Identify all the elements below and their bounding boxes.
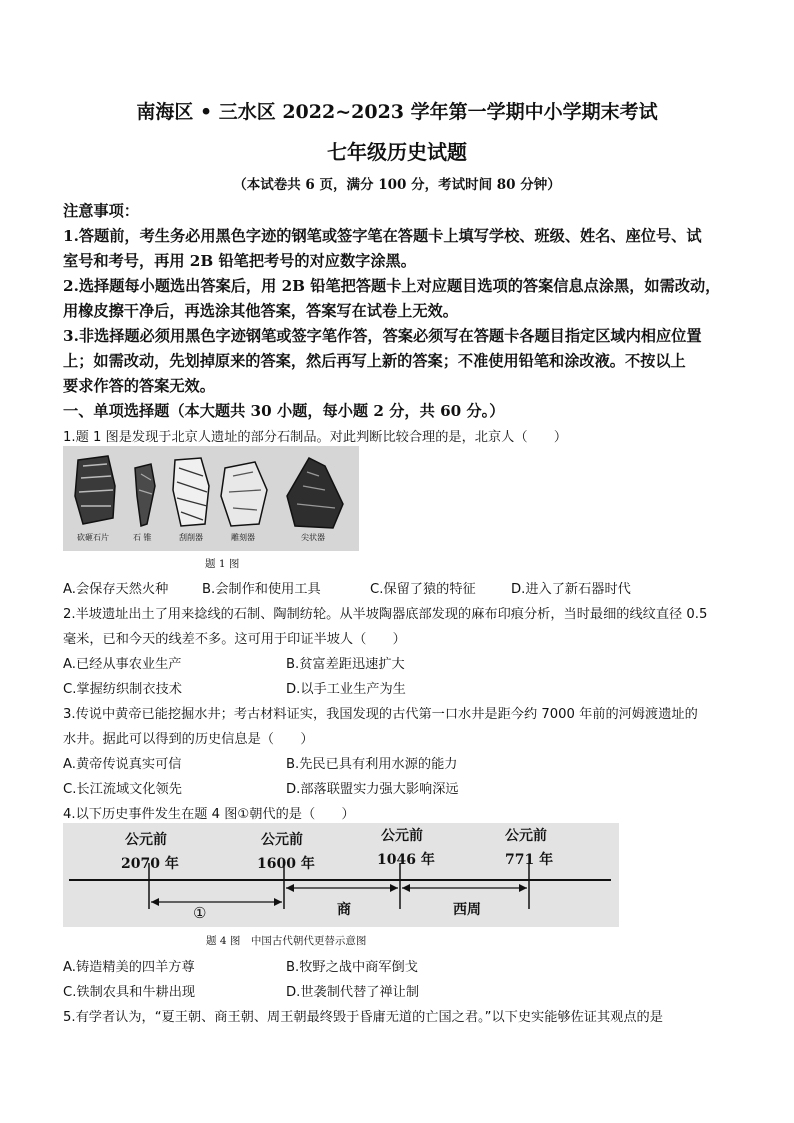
q4-option-d: D.世袭制代替了禅让制 <box>286 985 420 1000</box>
notice-line: 上；如需改动，先划掉原来的答案，然后再写上新的答案；不准使用铅笔和涂改液。不按以上 <box>63 352 686 370</box>
q1-option-d: D.进入了新石器时代 <box>511 582 631 597</box>
dynasty-timeline-figure <box>63 823 619 927</box>
timeline-tick-year: 1046 年 <box>377 852 435 868</box>
timeline-tick-year: 771 年 <box>505 852 554 868</box>
question-1-stem: 1.题 1 图是发现于北京人遗址的部分石制品。对此判断比较合理的是，北京人（ ） <box>63 430 568 445</box>
timeline-tick-year: 2070 年 <box>121 856 179 872</box>
q1-option-c: C.保留了猿的特征 <box>370 582 476 597</box>
q1-option-a: A.会保存天然火种 <box>63 582 169 597</box>
timeline-segment-shang: 商 <box>337 902 351 918</box>
q4-option-c: C.铁制农具和牛耕出现 <box>63 985 196 1000</box>
question-3-stem: 3.传说中黄帝已能挖掘水井；考古材料证实，我国发现的古代第一口水井是距今约 7000 年前的河姆渡遗址的 <box>63 707 698 722</box>
q3-option-a: A.黄帝传说真实可信 <box>63 757 182 772</box>
q3-option-d: D.部落联盟实力强大影响深远 <box>286 782 459 797</box>
question-5-stem: 5.有学者认为，“夏王朝、商王朝、周王朝最终毁于昏庸无道的亡国之君。”以下史实能够佐证其观点的是 <box>63 1010 663 1025</box>
q4-option-a: A.铸造精美的四羊方尊 <box>63 960 195 975</box>
notice-heading: 注意事项： <box>63 202 139 220</box>
q4-option-b: B.牧野之战中商军倒戈 <box>286 960 418 975</box>
notice-line: 2.选择题每小题选出答案后，用 2B 铅笔把答题卡上对应题目选项的答案信息点涂黑，如需改动， <box>63 277 721 295</box>
q2-option-c: C.掌握纺织制衣技术 <box>63 682 182 697</box>
timeline-tick-top: 公元前 <box>125 832 167 848</box>
figure-1-caption: 题 1 图 <box>205 558 240 570</box>
timeline-tick-year: 1600 年 <box>257 856 315 872</box>
notice-line: 3.非选择题必须用黑色字迹钢笔或签字笔作答，答案必须写在答题卡各题目指定区域内相应位置 <box>63 327 702 345</box>
section-heading: 一、单项选择题（本大题共 30 小题，每小题 2 分，共 60 分。） <box>63 402 505 420</box>
exam-subject: 七年级历史试题 <box>327 140 467 164</box>
figure-4-caption: 题 4 图 中国古代朝代更替示意图 <box>206 935 367 947</box>
figure-label: 尖状器 <box>301 533 325 542</box>
timeline-segment-unknown: ① <box>193 904 207 922</box>
timeline-tick-top: 公元前 <box>381 828 423 844</box>
question-2-stem: 2.半坡遗址出土了用来捻线的石制、陶制纺轮。从半坡陶器底部发现的麻布印痕分析，当时最细的线纹直径 0.5 <box>63 607 708 622</box>
notice-line: 1.答题前，考生务必用黑色字迹的钢笔或签字笔在答题卡上填写学校、班级、姓名、座位号、试 <box>63 227 702 245</box>
q2-option-a: A.已经从事农业生产 <box>63 657 182 672</box>
stone-tools-figure <box>63 446 359 551</box>
notice-line: 用橡皮擦干净后，再选涂其他答案，答案写在试卷上无效。 <box>63 302 458 320</box>
question-3-stem: 水井。据此可以得到的历史信息是（ ） <box>63 732 314 747</box>
question-2-stem: 毫米，已和今天的线差不多。这可用于印证半坡人（ ） <box>63 632 406 647</box>
timeline-tick-top: 公元前 <box>505 828 547 844</box>
timeline-tick-top: 公元前 <box>261 832 303 848</box>
notice-line: 要求作答的答案无效。 <box>63 377 215 395</box>
exam-info: （本试卷共 6 页，满分 100 分，考试时间 80 分钟） <box>233 177 561 193</box>
figure-label: 刮削器 <box>179 533 203 542</box>
q3-option-b: B.先民已具有利用水源的能力 <box>286 757 458 772</box>
figure-label: 雕刻器 <box>231 533 255 542</box>
q2-option-d: D.以手工业生产为生 <box>286 682 406 697</box>
question-4-stem: 4.以下历史事件发生在题 4 图①朝代的是（ ） <box>63 807 355 822</box>
q1-option-b: B.会制作和使用工具 <box>202 582 321 597</box>
q3-option-c: C.长江流域文化领先 <box>63 782 182 797</box>
exam-title: 南海区 • 三水区 2022~2023 学年第一学期中小学期末考试 <box>136 101 658 123</box>
timeline-segment-western-zhou: 西周 <box>453 902 481 918</box>
figure-label: 砍砸石片 <box>77 533 109 542</box>
figure-label: 石 锥 <box>133 533 152 542</box>
q2-option-b: B.贫富差距迅速扩大 <box>286 657 405 672</box>
notice-line: 室号和考号，再用 2B 铅笔把考号的对应数字涂黑。 <box>63 252 416 270</box>
